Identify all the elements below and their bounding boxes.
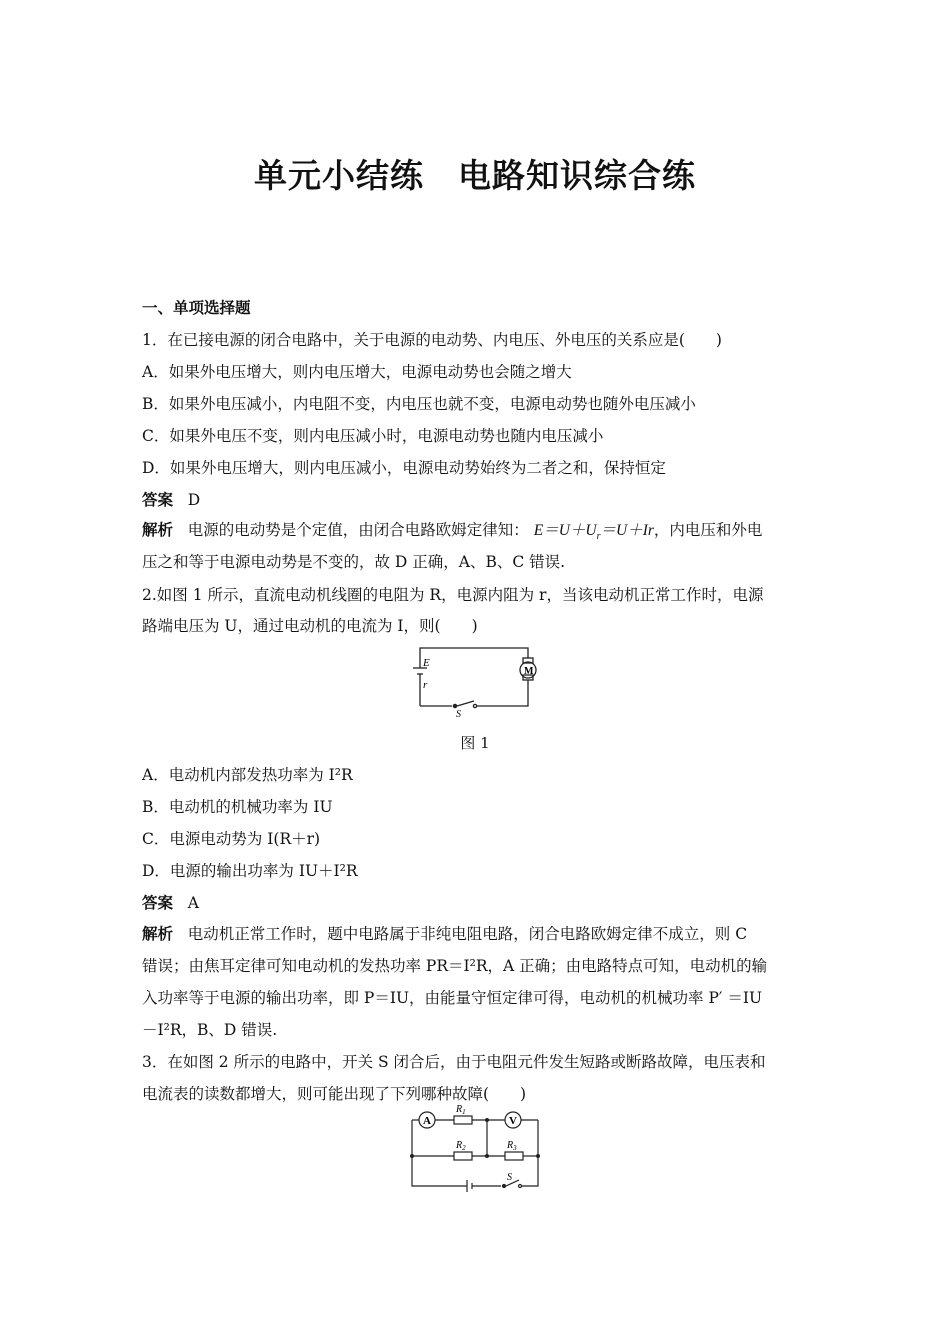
q2-option-a: A．电动机内部发热功率为 I²R [142, 766, 353, 784]
label-r3: $R_3$ [507, 1140, 517, 1152]
analysis-text: ，内电压和外电 [653, 521, 763, 539]
q1-option-d: D．如果外电压增大，则内电压减小，电源电动势始终为二者之和，保持恒定 [142, 459, 666, 477]
q1-option-c: C．如果外电压不变，则内电压减小时，电源电动势也随内电压减小 [142, 427, 604, 445]
figure-1-caption: 图 1 [460, 734, 490, 752]
q2-stem-line-2: 路端电压为 U，通过电动机的电流为 I，则( ) [142, 617, 478, 635]
q1-answer [142, 490, 200, 510]
q2-analysis-line-4: －I²R，B、D 错误. [142, 1021, 278, 1039]
fig1-label-s: S [456, 709, 461, 720]
q2-analysis-line-1 [142, 924, 747, 944]
q2-stem-line-1: 2.如图 1 所示，直流电动机线圈的电阻为 R，电源内阻为 r，当该电动机正常工作时，电源 [142, 586, 764, 604]
formula: $E=U+U_r=U+Ir$ [533, 522, 654, 543]
answer-value: A [187, 894, 199, 912]
figure-2-circuit [405, 1100, 550, 1195]
q1-analysis-line-1 [142, 520, 762, 547]
voltmeter-icon: V [509, 1115, 517, 1127]
analysis-label: 解析 [142, 521, 174, 539]
analysis-text: 电动机正常工作时，题中电路属于非纯电阻电路，闭合电路欧姆定律不成立，则 C [187, 925, 748, 943]
q3-stem-line-1: 3．在如图 2 所示的电路中，开关 S 闭合后，由于电阻元件发生短路或断路故障，电压表和 [142, 1053, 766, 1071]
label-r1: $R_1$ [456, 1104, 466, 1116]
motor-icon: M [524, 666, 534, 677]
q1-analysis-line-2: 压之和等于电源电动势是不变的，故 D 正确，A、B、C 错误. [142, 553, 566, 571]
analysis-text: 电源的电动势是个定值，由闭合电路欧姆定律知： [187, 521, 529, 539]
q1-option-a: A．如果外电压增大，则内电压增大，电源电动势也会随之增大 [142, 363, 572, 381]
q2-analysis-line-3: 入功率等于电源的输出功率，即 P＝IU，由能量守恒定律可得，电动机的机械功率 P′ ＝IU [142, 989, 763, 1007]
q2-analysis-line-2: 错误；由焦耳定律可知电动机的发热功率 PR＝I²R，A 正确；由电路特点可知，电动机的输 [142, 957, 768, 975]
q1-option-b: B．如果外电压减小，内电阻不变，内电压也就不变，电源电动势也随外电压减小 [142, 395, 696, 413]
ammeter-icon: A [423, 1115, 431, 1127]
q1-stem: 1．在已接电源的闭合电路中，关于电源的电动势、内电压、外电压的关系应是( ) [142, 331, 722, 349]
figure-1-circuit [400, 640, 550, 720]
q2-answer [142, 893, 199, 913]
label-r2: $R_2$ [456, 1140, 466, 1152]
section-heading: 一、单项选择题 [142, 299, 251, 317]
q2-option-b: B．电动机的机械功率为 IU [142, 798, 333, 816]
q2-option-d: D．电源的输出功率为 IU＋I²R [142, 862, 358, 880]
analysis-label: 解析 [142, 925, 174, 943]
fig1-label-r: r [423, 679, 428, 691]
answer-value: D [187, 491, 201, 509]
answer-label: 答案 [142, 491, 174, 509]
q3-stem-line-2: 电流表的读数都增大，则可能出现了下列哪种故障( ) [142, 1085, 527, 1103]
answer-label: 答案 [142, 894, 174, 912]
fig1-label-e: E [423, 657, 430, 669]
q2-option-c: C．电源电动势为 I(R＋r) [142, 830, 321, 848]
label-switch-s: S [507, 1172, 512, 1183]
page-title: 单元小结练 电路知识综合练 [254, 156, 696, 195]
